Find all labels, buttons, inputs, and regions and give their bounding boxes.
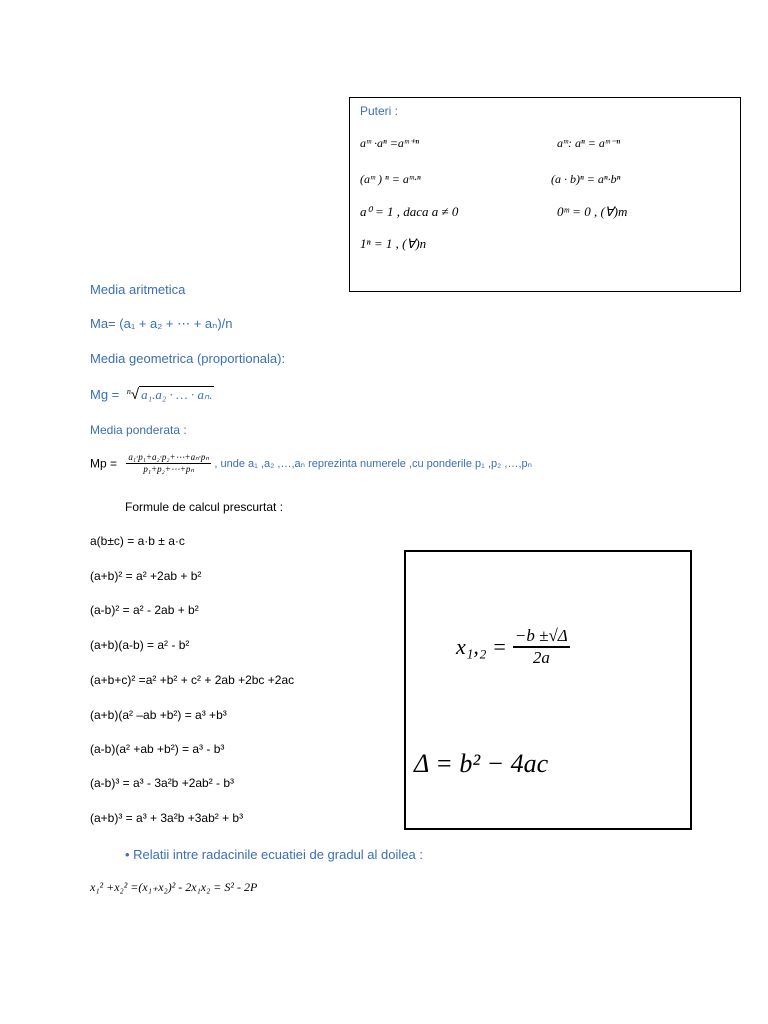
formula-item: (a-b)² = a² - 2ab + b² [90, 603, 199, 617]
formula-item: (a+b)³ = a³ + 3a²b +3ab² + b³ [90, 811, 244, 825]
power-rule-product: aᵐ ·aⁿ =aᵐ⁺ⁿ [360, 136, 419, 150]
media-ponderata-formula [90, 452, 532, 475]
power-rule-zero-base: 0ᵐ = 0 , (∀)m [557, 204, 628, 219]
radical-icon: √ [130, 386, 140, 403]
delta-formula: Δ = b² − 4ac [414, 749, 549, 778]
media-geometrica-title: Media geometrica (proportionala): [90, 351, 286, 366]
formula-item: (a-b)³ = a³ - 3a²b +2ab² - b³ [90, 776, 235, 790]
media-geometrica-formula [90, 386, 214, 403]
roots-left: x₁,₂ = [456, 634, 507, 659]
power-rule-zero-exponent: a⁰ = 1 , daca a ≠ 0 [360, 204, 459, 219]
mg-radicand: a₁.a₂ · … · aₙ. [141, 387, 213, 402]
powers-box [349, 97, 741, 292]
mp-fraction [126, 452, 211, 475]
mp-denominator: p₁+p₂+⋯+pₙ [143, 464, 194, 474]
mp-numerator: a₁·p₁+a₂·p₂+⋯+aₙ·pₙ [128, 452, 210, 462]
powers-title: Puteri : [360, 104, 399, 118]
relatii-title: • Relatii intre radacinile ecuatiei de gradul al doilea : [125, 847, 423, 862]
ma-formula-text: Ma= (a₁ + a₂ + ⋯ + aₙ)/n [90, 316, 233, 331]
roots-fraction [513, 626, 570, 668]
quadratic-box [404, 550, 692, 830]
mp-label: Mp = [90, 456, 118, 471]
mg-root-index: n [126, 386, 131, 396]
formula-item: (a-b)(a² +ab +b²) = a³ - b³ [90, 742, 225, 756]
power-rule-quotient: aᵐ: aⁿ = aᵐ⁻ⁿ [557, 136, 620, 150]
roots-denominator: 2a [532, 648, 550, 667]
formula-item: (a+b)(a-b) = a² - b² [90, 638, 190, 652]
media-aritmetica-title: Media aritmetica [90, 282, 186, 297]
mp-note: , unde a₁ ,a₂ ,…,aₙ reprezinta numerele ,cu ponderile p₁ ,p₂ ,…,pₙ [214, 458, 532, 470]
formula-item: a(b±c) = a·b ± a·c [90, 534, 185, 548]
power-rule-one-base: 1ⁿ = 1 , (∀)n [360, 236, 427, 251]
power-rule-product-power: (a · b)ⁿ = aⁿ·bⁿ [551, 172, 621, 186]
media-aritmetica-formula [90, 316, 233, 332]
roots-formula [456, 626, 570, 668]
formula-item: (a+b)² = a² +2ab + b² [90, 569, 202, 583]
formula-item: (a+b)(a² –ab +b²) = a³ +b³ [90, 708, 227, 722]
formula-item: (a+b+c)² =a² +b² + c² + 2ab +2bc +2ac [90, 673, 295, 687]
relatii-formula: x₁² +x₂² =(x₁₊x₂)² - 2x₁x₂ = S² - 2P [90, 880, 258, 894]
media-ponderata-title: Media ponderata : [90, 423, 187, 437]
power-rule-power: (aᵐ ) ⁿ = aᵐ·ⁿ [360, 172, 421, 186]
formule-title: Formule de calcul prescurtat : [125, 500, 284, 514]
roots-numerator: −b ±√Δ [513, 626, 570, 648]
mg-label: Mg = [90, 387, 120, 402]
